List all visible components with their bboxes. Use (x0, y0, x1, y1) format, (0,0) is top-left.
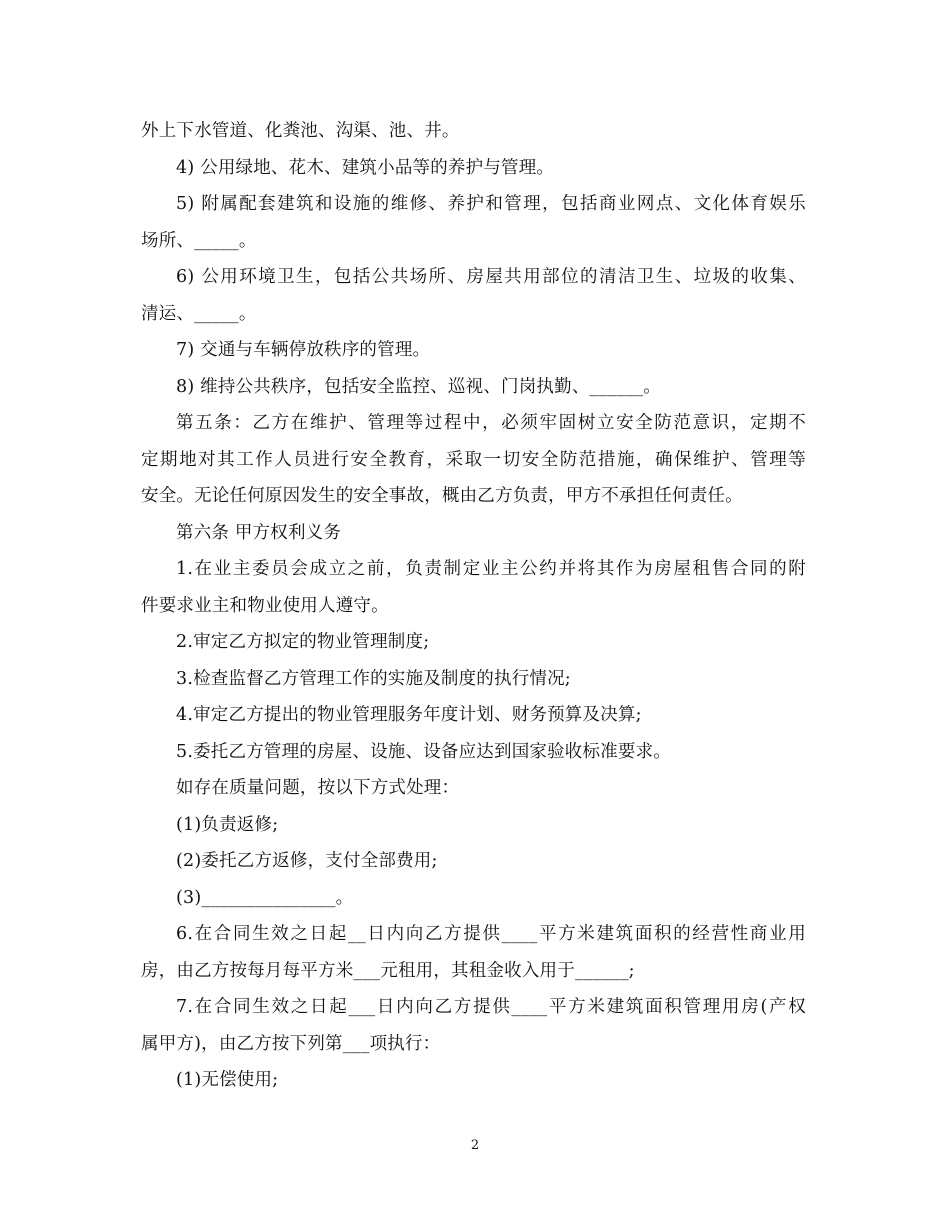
text-line: 外上下水管道、化粪池、沟渠、池、井。 (141, 121, 460, 141)
text-line: (1)负责返修; (176, 814, 279, 835)
text-line: 第五条：乙方在维护、管理等过程中，必须牢固树立安全防范意识，定期不 (176, 413, 806, 433)
text-line: 8) 维持公共秩序，包括安全监控、巡视、门岗执勤、______。 (176, 376, 661, 397)
text-line: 1.在业主委员会成立之前，负责制定业主公约并将其作为房屋租售合同的附 (176, 559, 806, 579)
text-line: 清运、_____。 (141, 303, 257, 324)
text-line: 5.委托乙方管理的房屋、设施、设备应达到国家验收标准要求。 (176, 741, 671, 762)
text-line: 6.在合同生效之日起__日内向乙方提供____平方米建筑面积的经营性商业用 (176, 924, 806, 944)
text-line: 房，由乙方按每月每平方米___元租用，其租金收入用于______; (141, 960, 635, 981)
text-line: 5) 附属配套建筑和设施的维修、养护和管理，包括商业网点、文化体育娱乐 (176, 194, 806, 214)
page-number: 2 (470, 1138, 480, 1153)
text-line: 如存在质量问题，按以下方式处理： (176, 778, 460, 798)
text-line: (1)无偿使用; (176, 1070, 279, 1090)
text-line: 安全。无论任何原因发生的安全事故，概由乙方负责，甲方不承担任何责任。 (141, 486, 743, 506)
text-line: 4) 公用绿地、花木、建筑小品等的养护与管理。 (176, 157, 555, 178)
text-line: (3)_______________。 (176, 887, 354, 908)
text-line: 场所、_____。 (141, 230, 257, 251)
text-line: 2.审定乙方拟定的物业管理制度; (176, 632, 430, 652)
document-body (141, 113, 806, 1099)
text-line: 7) 交通与车辆停放秩序的管理。 (176, 340, 431, 360)
text-line: 7.在合同生效之日起___日内向乙方提供____平方米建筑面积管理用房(产权 (176, 997, 806, 1017)
text-line: 3.检查监督乙方管理工作的实施及制度的执行情况; (176, 668, 571, 689)
text-line: (2)委托乙方返修，支付全部费用; (176, 851, 438, 871)
section-heading: 第六条 甲方权利义务 (176, 522, 342, 543)
text-line: 件要求业主和物业使用人遵守。 (141, 595, 389, 616)
text-line: 4.审定乙方提出的物业管理服务年度计划、财务预算及决算; (176, 705, 642, 725)
text-line: 定期地对其工作人员进行安全教育，采取一切安全防范措施，确保维护、管理等 (141, 449, 806, 470)
text-line: 6) 公用环境卫生，包括公共场所、房屋共用部位的清洁卫生、垃圾的收集、 (176, 267, 806, 287)
text-line: 属甲方)，由乙方按下列第___项执行： (141, 1033, 441, 1054)
